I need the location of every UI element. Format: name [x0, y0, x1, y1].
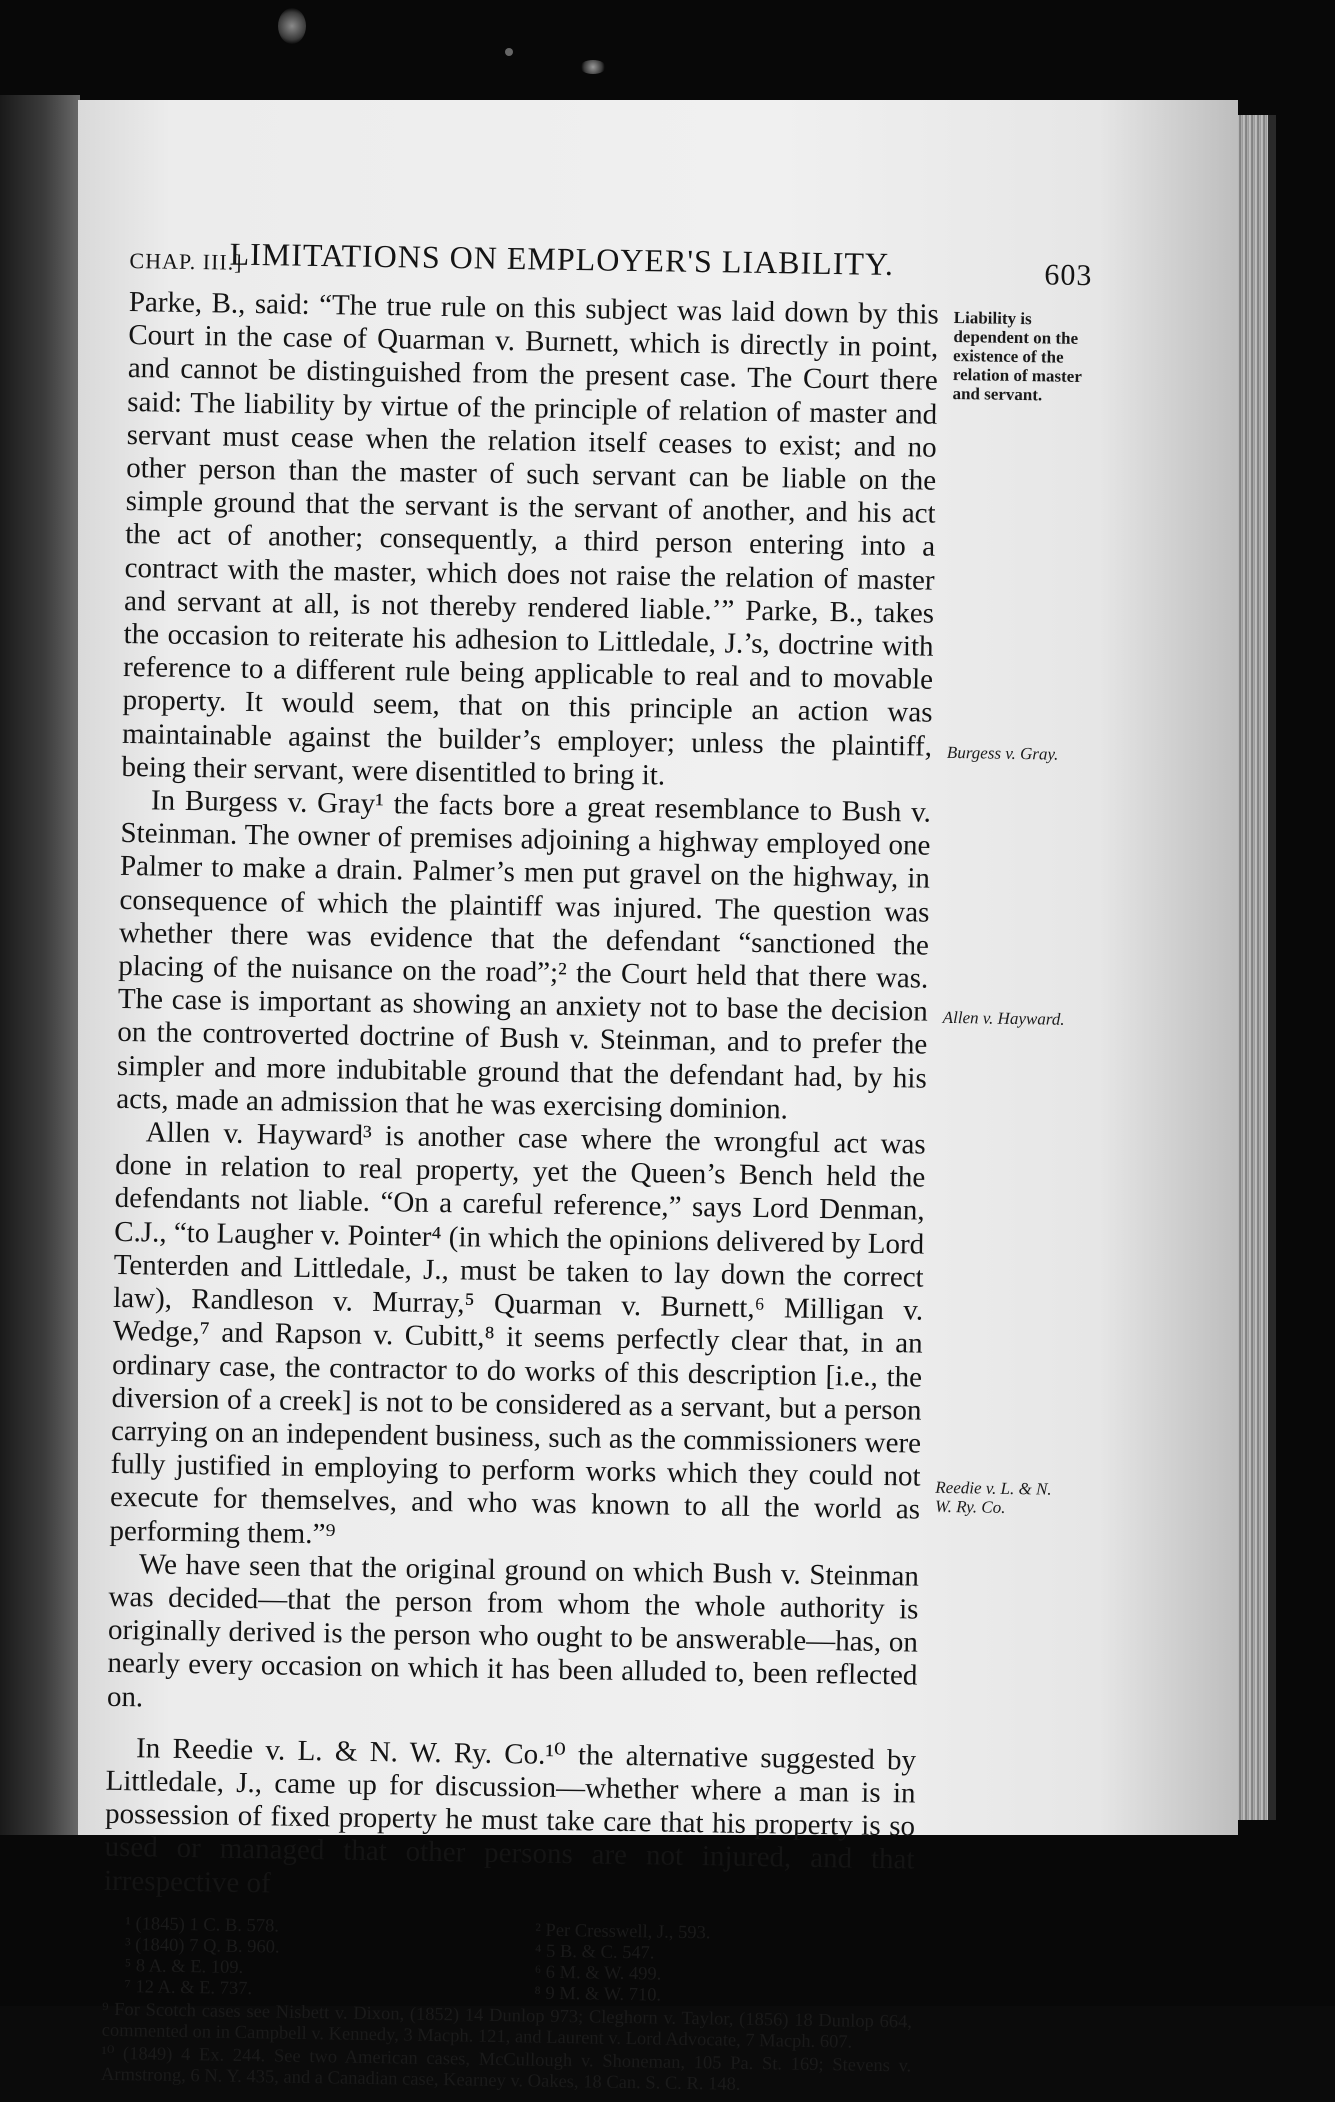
footnote: ⁷ 12 A. & E. 737.	[124, 1976, 253, 1999]
footnote: ³ (1840) 7 Q. B. 960.	[124, 1934, 280, 1958]
scan-smudge	[505, 48, 513, 56]
footnote-grid	[102, 1914, 913, 2011]
paragraph: In Reedie v. L. & N. W. Ry. Co.¹⁰ the alternative suggested by Littledale, J., came up for discussion—whether where a man is in possession of fixed property he must take care that his property is so used or managed that other persons are not injured, and that irrespective of	[103, 1732, 917, 1899]
body-text	[104, 286, 939, 1910]
footnote: ⁸ 9 M. & W. 710.	[534, 1983, 662, 2006]
paragraph: We have seen that the original ground on which Bush v. Steinman was decided—that the person from whom the whole authority is originally derived is the person who ought to be answerable—has, on nearly every occasion on which it has been alluded to, been reflected on.	[106, 1548, 920, 1713]
footnote: ⁶ 6 M. & W. 499.	[534, 1962, 662, 1985]
margin-note: Allen v. Hayward.	[942, 1007, 1065, 1029]
footnote: ² Per Cresswell, J., 593.	[535, 1920, 711, 1944]
scan-smudge	[580, 60, 606, 74]
footnote: ⁴ 5 B. & C. 547.	[534, 1941, 655, 1964]
margin-note: Reedie v. L. & N. W. Ry. Co.	[934, 1477, 1052, 1517]
footnote: ⁵ 8 A. & E. 109.	[124, 1955, 244, 1978]
page-content	[101, 230, 1165, 2102]
scan-smudge	[278, 8, 306, 44]
paragraph: In Burgess v. Gray¹ the facts bore a great resemblance to Bush v. Steinman. The owner of premises adjoining a highway employed one Palmer to make a drain. Palmer’s men put gravel on the highway, in consequence of which the plaintiff was injured. The question was whether there was evidence that the defendant “sanctioned the placing of the nuisance on the road”;² the Court held that there was. The case is important as showing an anxiety not to base the decision on the controverted doctrine of Bush v. Steinman, and to prefer the simpler and more indubitable ground that the defendant had, by his acts, made an admission that he was exercising dominion.	[116, 784, 932, 1126]
paragraph: Allen v. Hayward³ is another case where the wrongful act was done in relation to real property, yet the Queen’s Bench held the defendants not liable. “On a careful reference,” says Lord Denman, C.J., “to Laugher v. Pointer⁴ (in which the opinions delivered by Lord Tenterden and Littledale, J., must be taken to lay down the correct law), Randleson v. Murray,⁵ Quarman v. Burnett,⁶ Milligan v. Wedge,⁷ and Rapson v. Cubitt,⁸ it seems perfectly clear that, in an ordinary case, the contractor to do works of this description [i.e., the diversion of a creek] is not to be considered as a servant, but a person carrying on an independent business, such as the commissioners were fully justified in employing to perform works which they could not execute for themselves, and who was known to all the world as performing them.”⁹	[109, 1116, 926, 1550]
footnote: ¹⁰ (1849) 4 Ex. 244. See two American cases, McCullough v. Shoneman, 105 Pa. St. 169; Stevens v. Armstrong, 6 N. Y. 435, and a Canadian case, Kearney v. Oakes, 18 Can. S. C. R. 148.	[100, 2043, 912, 2095]
facing-page-edge	[0, 95, 80, 1835]
footnote: ¹ (1845) 1 C. B. 578.	[125, 1913, 280, 1937]
running-title: LIMITATIONS ON EMPLOYER'S LIABILITY.	[229, 235, 895, 283]
paragraph: Parke, B., said: “The true rule on this subject was laid down by this Court in the case of Quarman v. Burnett, which is directly in point, and cannot be distinguished from the present case. The Court there said: The liability by virtue of the principle of relation of master and servant must cease when the relation itself ceases to exist; and no other person than the master of such servant can be liable on the simple ground that the servant is the servant of another, and his act the act of another; consequently, a third person entering into a contract with the master, which does not raise the relation of master and servant at all, is not thereby rendered liable.’” Parke, B., takes the occasion to reiterate his adhesion to Littledale, J.’s, doctrine with reference to a different rule being applicable to real and to movable property. It would seem, that on this principle an action was maintainable against the builder’s employer; unless the plaintiff, being their servant, were disentitled to bring it.	[121, 285, 940, 792]
margin-note: Burgess v. Gray.	[946, 742, 1059, 764]
footnote: ⁹ For Scotch cases see Nisbett v. Dixon, (1852) 14 Dunlop 973; Cleghorn v. Taylor, (1856) 18 Dunlop 664, commented on in Campbell v. Kennedy, 3 Macph. 121, and Laurent v. Lord Advocate, 7 Macph. 607.	[101, 1999, 913, 2053]
margin-note: Liability is dependent on the existence of the relation of master and servant.	[952, 307, 1082, 405]
chapter-label: CHAP. III.]	[129, 247, 243, 275]
page-number: 603	[1044, 258, 1093, 293]
